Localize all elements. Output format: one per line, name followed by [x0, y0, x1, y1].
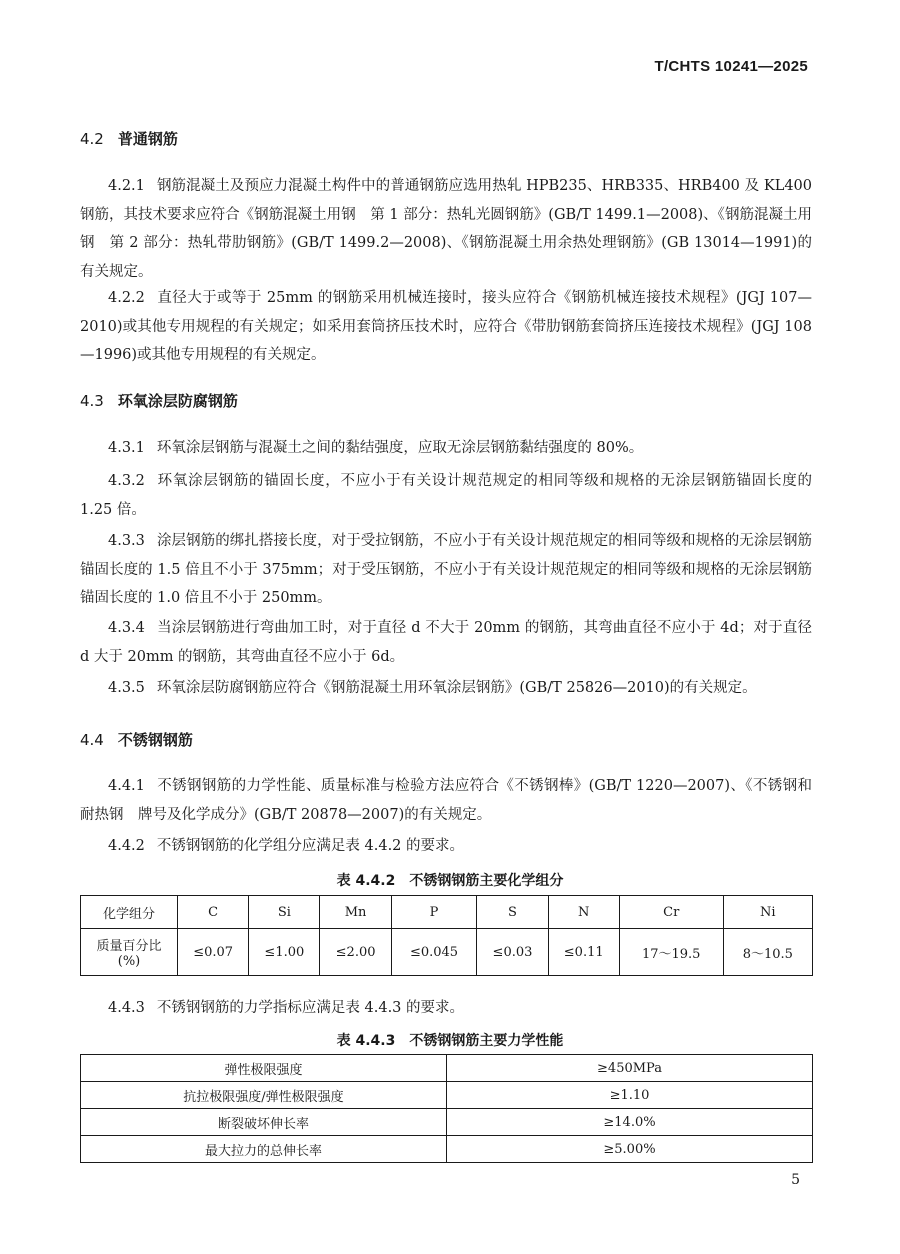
paragraph-4-3-2	[80, 467, 812, 524]
table-cell: 化学组分	[81, 896, 178, 929]
paragraph-number: 4.4.3	[108, 1000, 145, 1016]
table-cell: N	[548, 896, 619, 929]
table-cell: 最大拉力的总伸长率	[81, 1136, 447, 1163]
paragraph-4-2-2	[80, 284, 812, 370]
table-cell: S	[477, 896, 548, 929]
table-cell: 断裂破坏伸长率	[81, 1109, 447, 1136]
table-cell: Si	[249, 896, 320, 929]
table-cell: ≥14.0%	[447, 1109, 813, 1136]
table-cell: C	[178, 896, 249, 929]
table-cell: Ni	[723, 896, 812, 929]
section-heading-4-2	[80, 128, 178, 149]
table-cell: Cr	[619, 896, 723, 929]
table-cell: ≥450MPa	[447, 1055, 813, 1082]
table-cell: ≤1.00	[249, 929, 320, 976]
section-title: 环氧涂层防腐钢筋	[117, 392, 238, 410]
paragraph-number: 4.3.2	[108, 473, 145, 489]
paragraph-number: 4.2.2	[108, 290, 145, 306]
page-number: 5	[791, 1172, 800, 1188]
standard-code: T/CHTS 10241—2025	[654, 58, 808, 75]
table-row	[81, 1082, 813, 1109]
section-number: 4.4	[80, 731, 104, 749]
table-cell: P	[391, 896, 477, 929]
table-caption-4-4-3: 表 4.4.3 不锈钢钢筋主要力学性能	[336, 1033, 564, 1049]
paragraph-text: 不锈钢钢筋的化学组分应满足表 4.4.2 的要求。	[156, 838, 465, 854]
section-heading-4-4	[80, 729, 193, 750]
paragraph-text: 涂层钢筋的绑扎搭接长度，对于受拉钢筋，不应小于有关设计规范规定的相同等级和规格的无涂层钢筋锚固长度的 1.5 倍且不小于 375mm；对于受压钢筋，不应小于有关设计规范规定的相同等级和规格的无涂层钢筋锚固长度的 1.0 倍且不小于 250mm。	[80, 533, 812, 606]
table-cell: 17～19.5	[619, 929, 723, 976]
table-cell: ≤0.07	[178, 929, 249, 976]
paragraph-text: 不锈钢钢筋的力学指标应满足表 4.4.3 的要求。	[156, 1000, 465, 1016]
paragraph-4-3-4	[80, 614, 812, 671]
paragraph-4-4-3	[80, 994, 812, 1023]
paragraph-4-2-1	[80, 172, 812, 286]
table-row	[81, 929, 813, 976]
section-title: 普通钢筋	[117, 130, 178, 148]
table-cell: Mn	[320, 896, 391, 929]
paragraph-text: 当涂层钢筋进行弯曲加工时，对于直径 d 不大于 20mm 的钢筋，其弯曲直径不应小于 4d；对于直径 d 大于 20mm 的钢筋，其弯曲直径不应小于 6d。	[80, 620, 812, 665]
paragraph-number: 4.3.4	[108, 620, 145, 636]
table-caption-4-4-2: 表 4.4.2 不锈钢钢筋主要化学组分	[336, 873, 564, 889]
table-cell: 弹性极限强度	[81, 1055, 447, 1082]
paragraph-text: 直径大于或等于 25mm 的钢筋采用机械连接时，接头应符合《钢筋机械连接技术规程》(JGJ 107—2010)或其他专用规程的有关规定；如采用套筒挤压技术时，应符合《带肋钢筋套筒挤压连接技术规程》(JGJ 108—1996)或其他专用规程的有关规定。	[80, 290, 812, 363]
section-title: 不锈钢钢筋	[117, 731, 193, 749]
paragraph-text: 不锈钢钢筋的力学性能、质量标准与检验方法应符合《不锈钢棒》(GB/T 1220—2007)、《不锈钢和耐热钢 牌号及化学成分》(GB/T 20878—2007)的有关规定。	[80, 778, 812, 823]
mechanical-properties-table	[80, 1054, 813, 1163]
table-cell: ≤2.00	[320, 929, 391, 976]
paragraph-number: 4.3.5	[108, 680, 145, 696]
paragraph-4-4-2	[80, 832, 812, 861]
section-number: 4.3	[80, 392, 104, 410]
table-cell: ≥5.00%	[447, 1136, 813, 1163]
table-header-row	[81, 896, 813, 929]
table-cell: 质量百分比(%)	[81, 929, 178, 976]
paragraph-number: 4.3.1	[108, 440, 145, 456]
section-number: 4.2	[80, 130, 104, 148]
paragraph-4-4-1	[80, 772, 812, 829]
table-row	[81, 1109, 813, 1136]
paragraph-text: 环氧涂层防腐钢筋应符合《钢筋混凝土用环氧涂层钢筋》(GB/T 25826—2010)的有关规定。	[156, 680, 757, 696]
paragraph-number: 4.4.1	[108, 778, 145, 794]
paragraph-text: 环氧涂层钢筋的锚固长度，不应小于有关设计规范规定的相同等级和规格的无涂层钢筋锚固长度的 1.25 倍。	[80, 473, 812, 518]
table-cell: ≤0.03	[477, 929, 548, 976]
paragraph-number: 4.3.3	[108, 533, 145, 549]
paragraph-number: 4.4.2	[108, 838, 145, 854]
table-row	[81, 1055, 813, 1082]
table-cell: ≤0.045	[391, 929, 477, 976]
table-cell: 抗拉极限强度/弹性极限强度	[81, 1082, 447, 1109]
section-heading-4-3	[80, 390, 238, 411]
paragraph-number: 4.2.1	[108, 178, 145, 194]
chemical-composition-table	[80, 895, 813, 976]
table-cell: ≤0.11	[548, 929, 619, 976]
table-row	[81, 1136, 813, 1163]
paragraph-text: 环氧涂层钢筋与混凝土之间的黏结强度，应取无涂层钢筋黏结强度的 80%。	[156, 440, 644, 456]
table-cell: ≥1.10	[447, 1082, 813, 1109]
paragraph-text: 钢筋混凝土及预应力混凝土构件中的普通钢筋应选用热轧 HPB235、HRB335、HRB400 及 KL400 钢筋，其技术要求应符合《钢筋混凝土用钢 第 1 部分：热轧光圆钢筋》(GB/T 1499.1—2008)、《钢筋混凝土用钢 第 2 部分：热轧带肋钢筋》(GB/T 1499.2—2008)、《钢筋混凝土用余热处理钢筋》(GB 13014—1991)的有关规定。	[80, 178, 812, 280]
paragraph-4-3-3	[80, 527, 812, 613]
paragraph-4-3-1	[80, 434, 812, 463]
paragraph-4-3-5	[80, 674, 812, 703]
table-cell: 8～10.5	[723, 929, 812, 976]
